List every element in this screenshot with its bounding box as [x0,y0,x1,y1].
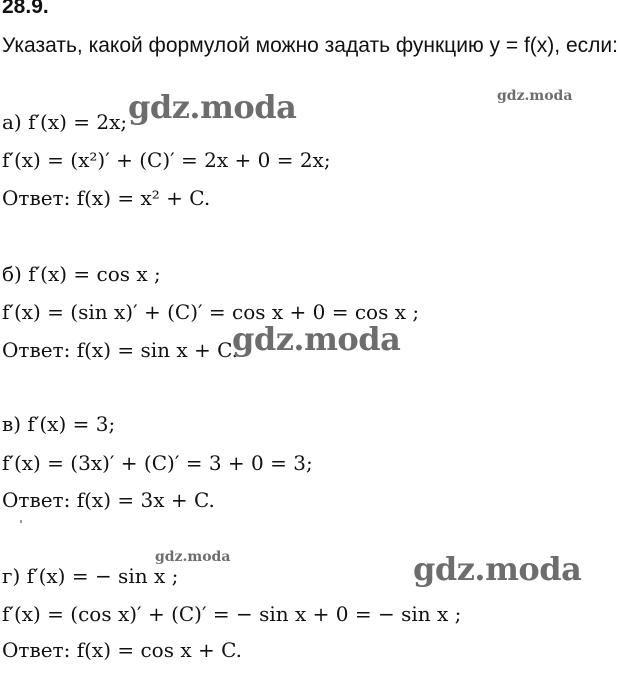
part-v-answer: Ответ: f(x) = 3x + C. [2,488,215,512]
part-a-solution: f′(x) = (x²)′ + (C)′ = 2x + 0 = 2x; [2,148,331,172]
watermark-logo-small: gdz.moda [497,88,573,104]
problem-statement: Указать, какой формулой можно задать функцию y = f(x), если: [2,34,618,57]
part-b-given: б) f′(x) = cos x ; [2,262,161,286]
problem-number: 28.9. [2,0,49,18]
watermark-logo: gdz.moda [232,320,401,358]
watermark-logo: gdz.moda [413,550,582,588]
part-g-given: г) f′(x) = − sin x ; [2,564,179,588]
part-v-solution: f′(x) = (3x)′ + (C)′ = 3 + 0 = 3; [2,451,313,475]
part-v-given: в) f′(x) = 3; [2,412,116,436]
part-g-answer: Ответ: f(x) = cos x + C. [2,638,243,662]
part-g-solution: f′(x) = (cos x)′ + (C)′ = − sin x + 0 = − sin x ; [2,602,462,626]
watermark-logo: gdz.moda [128,88,297,126]
watermark-logo-small: gdz.moda [155,549,231,565]
part-a-given: а) f′(x) = 2x; [2,110,128,134]
part-b-solution: f′(x) = (sin x)′ + (C)′ = cos x + 0 = cos x ; [2,300,420,324]
scan-speck [20,520,22,523]
part-b-answer: Ответ: f(x) = sin x + C. [2,338,239,362]
part-a-answer: Ответ: f(x) = x² + C. [2,186,211,210]
